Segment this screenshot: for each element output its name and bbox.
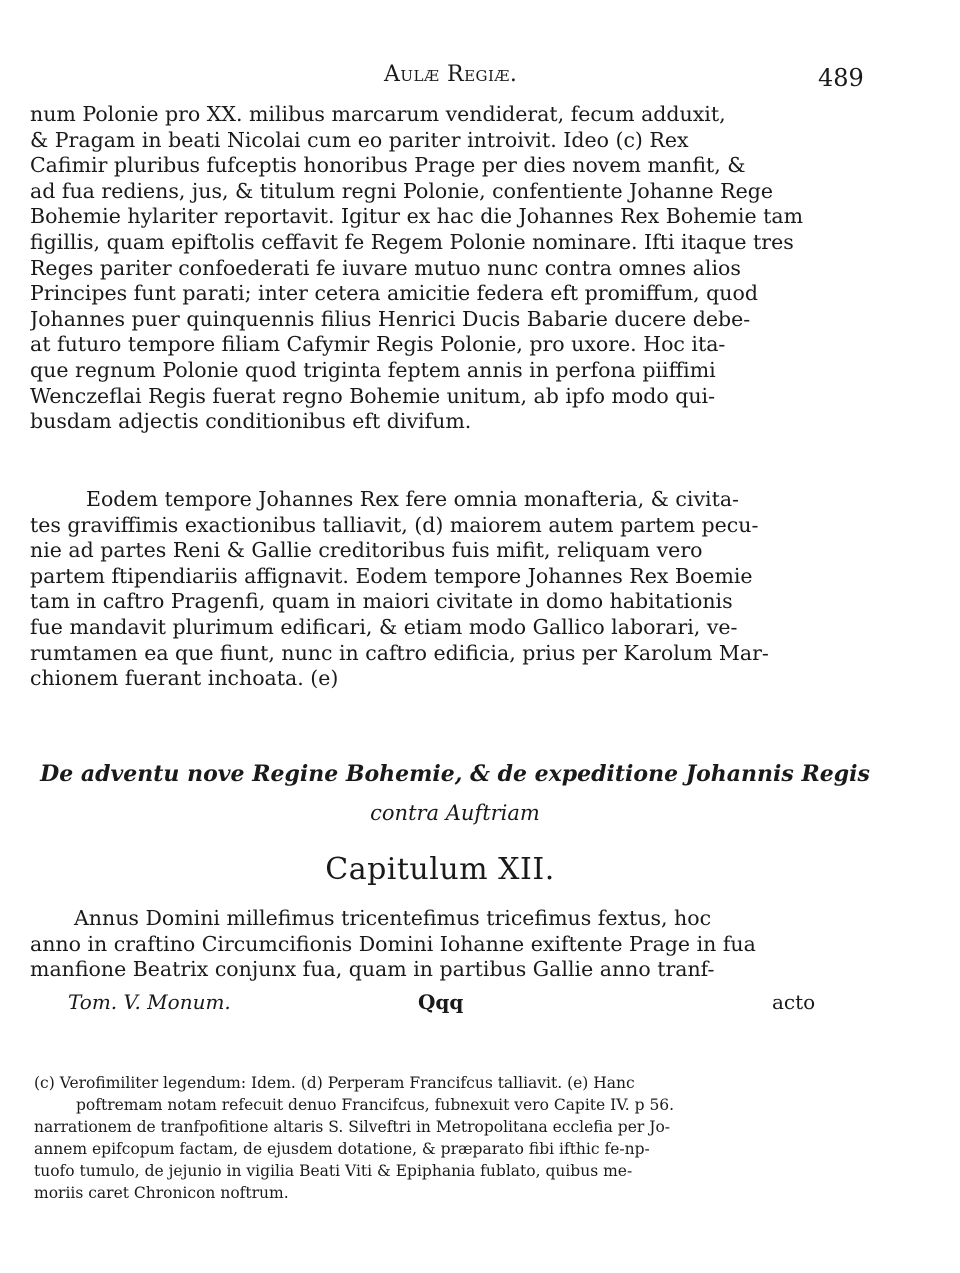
text-line: manfione Beatrix conjunx fua, quam in partibus Gallie anno tranf-: [30, 957, 715, 982]
text-line: Wenczeflai Regis fuerat regno Bohemie unitum, ab ipfo modo qui-: [30, 383, 716, 408]
paragraph-2: [30, 487, 880, 692]
page-number: 489: [818, 64, 864, 92]
paragraph-1: [30, 102, 880, 435]
text-line: busdam adjectis conditionibus eft divifum.: [30, 409, 472, 434]
text-line: Principes funt parati; inter cetera amicitie federa eft promiffum, quod: [30, 281, 758, 306]
text-line: at futuro tempore filiam Cafymir Regis Polonie, pro uxore. Hoc ita-: [30, 332, 726, 357]
text-line: fue mandavit plurimum edificari, & etiam modo Gallico laborari, ve-: [30, 614, 738, 639]
footnotes: [34, 1072, 854, 1204]
chapter-title: Capitulum XII.: [325, 852, 555, 887]
footnote-line: narrationem de tranfpofitione altaris S. Silveftri in Metropolitana ecclefia per Jo-: [34, 1118, 671, 1136]
footnote-line: poftremam notam refecuit denuo Francifcus, fubnexuit vero Capite IV. p 56.: [76, 1096, 675, 1114]
section-heading: De adventu nove Regine Bohemie, & de expeditione Johannis Regis: [40, 761, 870, 787]
text-line: Johannes puer quinquennis filius Henrici Ducis Babarie ducere debe-: [30, 306, 751, 331]
text-line: rumtamen ea que fiunt, nunc in caftro edificia, prius per Karolum Mar-: [30, 640, 769, 665]
text-line: chionem fuerant inchoata. (e): [30, 666, 339, 691]
text-line: Bohemie hylariter reportavit. Igitur ex hac die Johannes Rex Bohemie tam: [30, 204, 804, 229]
footnote-line: moriis caret Chronicon noftrum.: [34, 1184, 289, 1202]
text-line: ad fua rediens, jus, & titulum regni Polonie, confentiente Johanne Rege: [30, 178, 773, 203]
text-line: tes graviffimis exactionibus talliavit, (d) maiorem autem partem pecu-: [30, 512, 759, 537]
text-line: num Polonie pro XX. milibus marcarum vendiderat, fecum adduxit,: [30, 102, 726, 126]
text-line: figillis, quam epiftolis ceffavit fe Regem Polonie nominare. Ifti itaque tres: [30, 229, 794, 254]
text-line: partem ftipendiariis affignavit. Eodem tempore Johannes Rex Boemie: [30, 563, 753, 588]
text-line: que regnum Polonie quod triginta feptem annis in perfona piiffimi: [30, 357, 716, 382]
text-line: Eodem tempore Johannes Rex fere omnia monafteria, & civita-: [86, 487, 739, 511]
volume-signature: Tom. V. Monum.: [68, 990, 231, 1014]
text-line: Reges pariter confoederati fe iuvare mutuo nunc contra omnes alios: [30, 255, 741, 280]
text-line: anno in craftino Circumcifionis Domini Iohanne exiftente Prage in fua: [30, 931, 756, 956]
gathering-signature: Qqq: [418, 990, 464, 1014]
text-line: Cafimir pluribus fufceptis honoribus Prage per dies novem manfit, &: [30, 153, 746, 178]
text-line: nie ad partes Reni & Gallie creditoribus fuis mifit, reliquam vero: [30, 538, 703, 563]
text-line: tam in caftro Pragenfi, quam in maiori civitate in domo habitationis: [30, 589, 733, 614]
footnote-line: tuofo tumulo, de jejunio in vigilia Beati Viti & Epiphania fublato, quibus me-: [34, 1162, 633, 1180]
footnote-line: annem epifcopum factam, de ejusdem dotatione, & præparato fibi ifthic fe-np-: [34, 1140, 650, 1158]
text-line: Annus Domini millefimus tricentefimus tricefimus fextus, hoc: [74, 906, 712, 930]
footnote-line: (c) Verofimiliter legendum: Idem. (d) Perperam Francifcus talliavit. (e) Hanc: [34, 1074, 635, 1092]
text-line: & Pragam in beati Nicolai cum eo pariter introivit. Ideo (c) Rex: [30, 127, 689, 152]
running-head: Aulæ Regiæ.: [384, 62, 518, 87]
section-heading-continuation: contra Auftriam: [370, 801, 540, 825]
catchword: acto: [772, 990, 816, 1014]
paragraph-3: [30, 906, 880, 983]
page-header: [0, 58, 960, 98]
